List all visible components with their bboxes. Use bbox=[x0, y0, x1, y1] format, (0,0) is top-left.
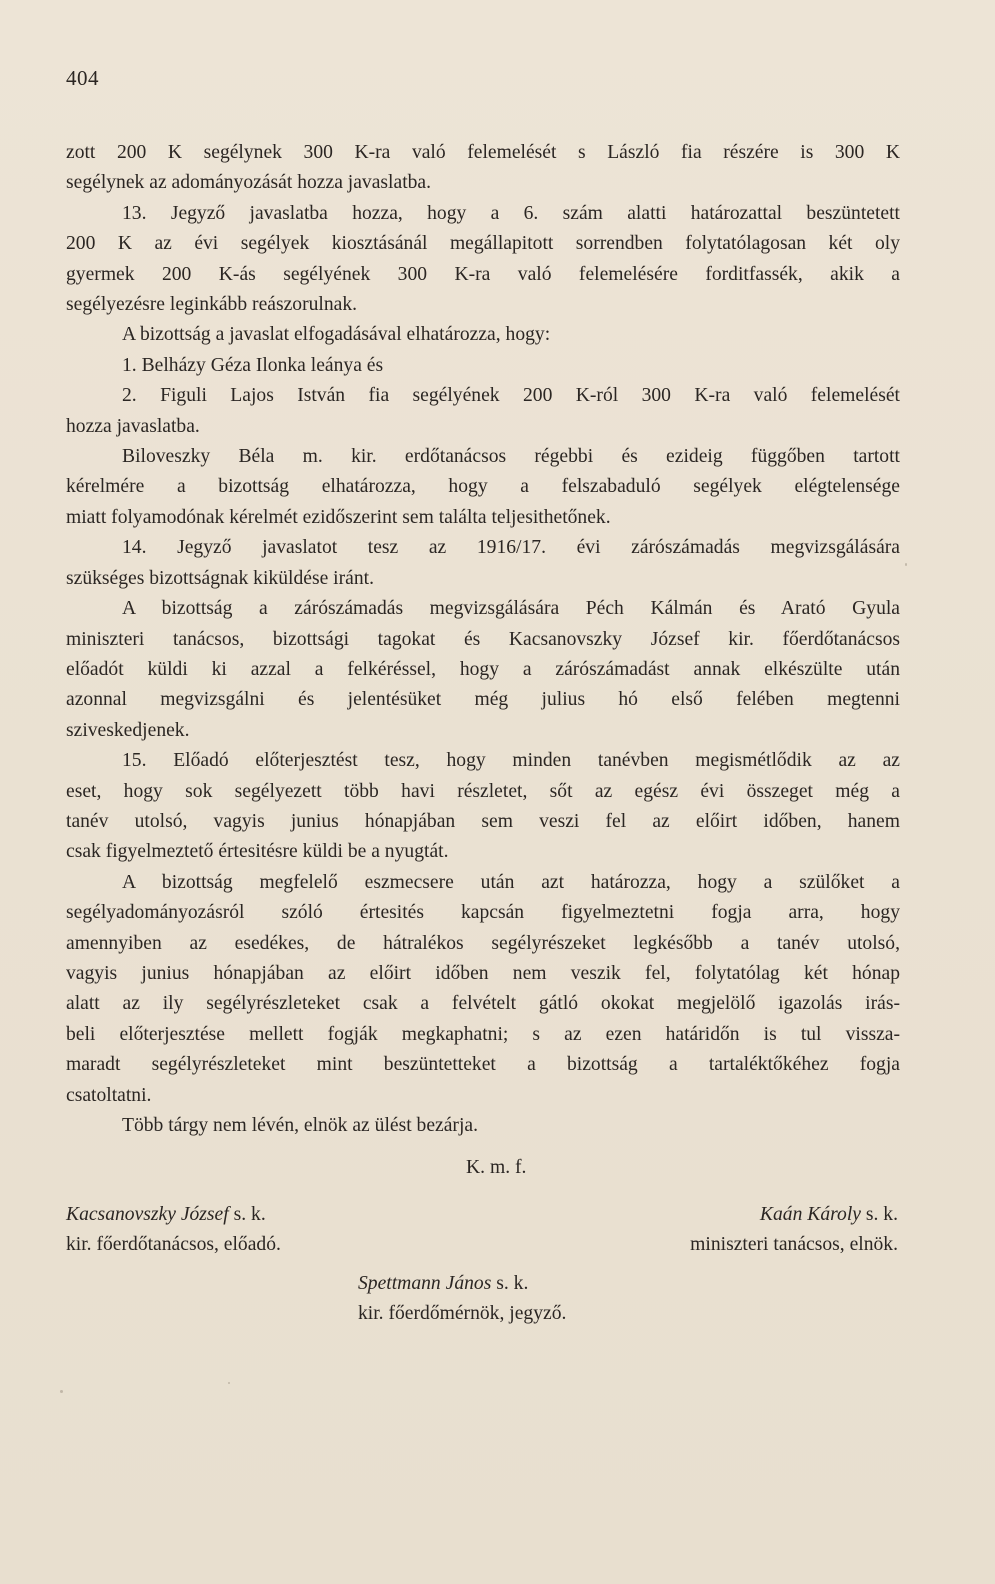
signature-right-title: miniszteri tanácsos, elnök. bbox=[690, 1234, 898, 1255]
text-line: A bizottság a zárószámadás megvizsgálására Péch Kálmán és Arató Gyula bbox=[122, 598, 900, 620]
text-line: hozza javaslatba. bbox=[66, 415, 200, 437]
signature-left-title: kir. főerdőtanácsos, előadó. bbox=[66, 1234, 281, 1255]
signature-center-sk: s. k. bbox=[491, 1273, 529, 1294]
signature-left-sk: s. k. bbox=[228, 1204, 266, 1225]
text-line: Több tárgy nem lévén, elnök az ülést bezárja. bbox=[122, 1115, 478, 1136]
text-line: alatt az ily segélyrészleteket csak a felvételt gátló okokat megjelölő igazolás irás- bbox=[66, 993, 900, 1015]
paper-speck bbox=[905, 563, 907, 566]
text-line: beli előterjesztése mellett fogják megkaphatni; s az ezen határidőn is tul vissza- bbox=[66, 1023, 900, 1045]
text-line: eset, hogy sok segélyezett több havi részletet, sőt az egész évi összeget még a bbox=[66, 780, 900, 802]
signature-left-line bbox=[66, 1200, 281, 1230]
text-line: zott 200 K segélynek 300 K-ra való felemelését s László fia részére is 300 K bbox=[66, 142, 900, 163]
text-line: 200 K az évi segélyek kiosztásánál megállapitott sorrendben folytatólagosan két oly bbox=[66, 233, 900, 255]
text-line: csak figyelmeztető értesitésre küldi be a nyugtát. bbox=[66, 841, 449, 863]
signature-right-line bbox=[622, 1200, 898, 1230]
text-line: 15. Előadó előterjesztést tesz, hogy minden tanévben megismétlődik az az bbox=[122, 750, 900, 772]
signature-center bbox=[358, 1269, 566, 1329]
text-line: 14. Jegyző javaslatot tesz az 1916/17. évi zárószámadás megvizsgálására bbox=[122, 537, 900, 559]
text-line: segélyadományozásról szóló értesités kapcsán figyelmeztetni fogja arra, hogy bbox=[66, 902, 900, 924]
text-line: csatoltatni. bbox=[66, 1084, 152, 1106]
signature-left-name: Kacsanovszky József bbox=[66, 1204, 229, 1225]
signature-center-title: kir. főerdőmérnök, jegyző. bbox=[358, 1303, 567, 1324]
text-line: segélynek az adományozását hozza javaslatba. bbox=[66, 172, 432, 194]
text-line: 2. Figuli Lajos István fia segélyének 200 K-ról 300 K-ra való felemelését bbox=[122, 385, 900, 407]
text-line: kérelmére a bizottság elhatározza, hogy a felszabaduló segélyek elégtelensége bbox=[66, 476, 900, 498]
text-line: A bizottság a javaslat elfogadásával elhatározza, hogy: bbox=[122, 324, 551, 346]
text-line: segélyezésre leginkább reászorulnak. bbox=[66, 294, 358, 316]
signature-right-sk: s. k. bbox=[860, 1204, 898, 1225]
text-line: sziveskedjenek. bbox=[66, 719, 190, 741]
signature-right bbox=[622, 1200, 898, 1260]
text-line: szükséges bizottságnak kiküldése iránt. bbox=[66, 567, 374, 589]
text-line: 1. Belházy Géza Ilonka leánya és bbox=[122, 354, 384, 376]
text-line: maradt segélyrészleteket mint beszüntetteket a bizottság a tartaléktőkéhez fogja bbox=[66, 1054, 900, 1076]
kmf-closing: K. m. f. bbox=[466, 1157, 527, 1178]
text-line: azonnal megvizsgálni és jelentésüket még julius hó első felében megtenni bbox=[66, 689, 900, 711]
signature-right-name: Kaán Károly bbox=[759, 1204, 861, 1225]
text-line: amennyiben az esedékes, de hátralékos segélyrészeket legkésőbb a tanév utolsó, bbox=[66, 932, 900, 954]
text-line: A bizottság megfelelő eszmecsere után azt határozza, hogy a szülőket a bbox=[122, 871, 900, 893]
text-line: előadót küldi ki azzal a felkéréssel, hogy a zárószámadást annak elkészülte után bbox=[66, 658, 900, 680]
body-text bbox=[66, 138, 900, 1141]
text-line: 13. Jegyző javaslatba hozza, hogy a 6. szám alatti határozattal beszüntetett bbox=[122, 202, 900, 224]
page-number: 404 bbox=[66, 66, 99, 90]
signature-center-name: Spettmann János bbox=[358, 1273, 492, 1294]
text-line: tanév utolsó, vagyis junius hónapjában sem veszi fel az előirt időben, hanem bbox=[66, 810, 900, 832]
text-line: vagyis junius hónapjában az előirt időben nem veszik fel, folytatólag két hónap bbox=[66, 962, 900, 984]
paper-speck bbox=[228, 1382, 230, 1384]
signature-left bbox=[66, 1200, 281, 1260]
text-line: gyermek 200 K-ás segélyének 300 K-ra való felemelésére forditfassék, akik a bbox=[66, 263, 900, 285]
paper-speck bbox=[60, 1390, 63, 1393]
text-line: Biloveszky Béla m. kir. erdőtanácsos régebbi és ezideig függőben tartott bbox=[122, 446, 900, 468]
text-line: miatt folyamodónak kérelmét ezidőszerint sem találta teljesithetőnek. bbox=[66, 506, 611, 528]
text-line: miniszteri tanácsos, bizottsági tagokat és Kacsanovszky József kir. főerdőtanácsos bbox=[66, 628, 900, 650]
signature-center-line bbox=[358, 1269, 566, 1299]
